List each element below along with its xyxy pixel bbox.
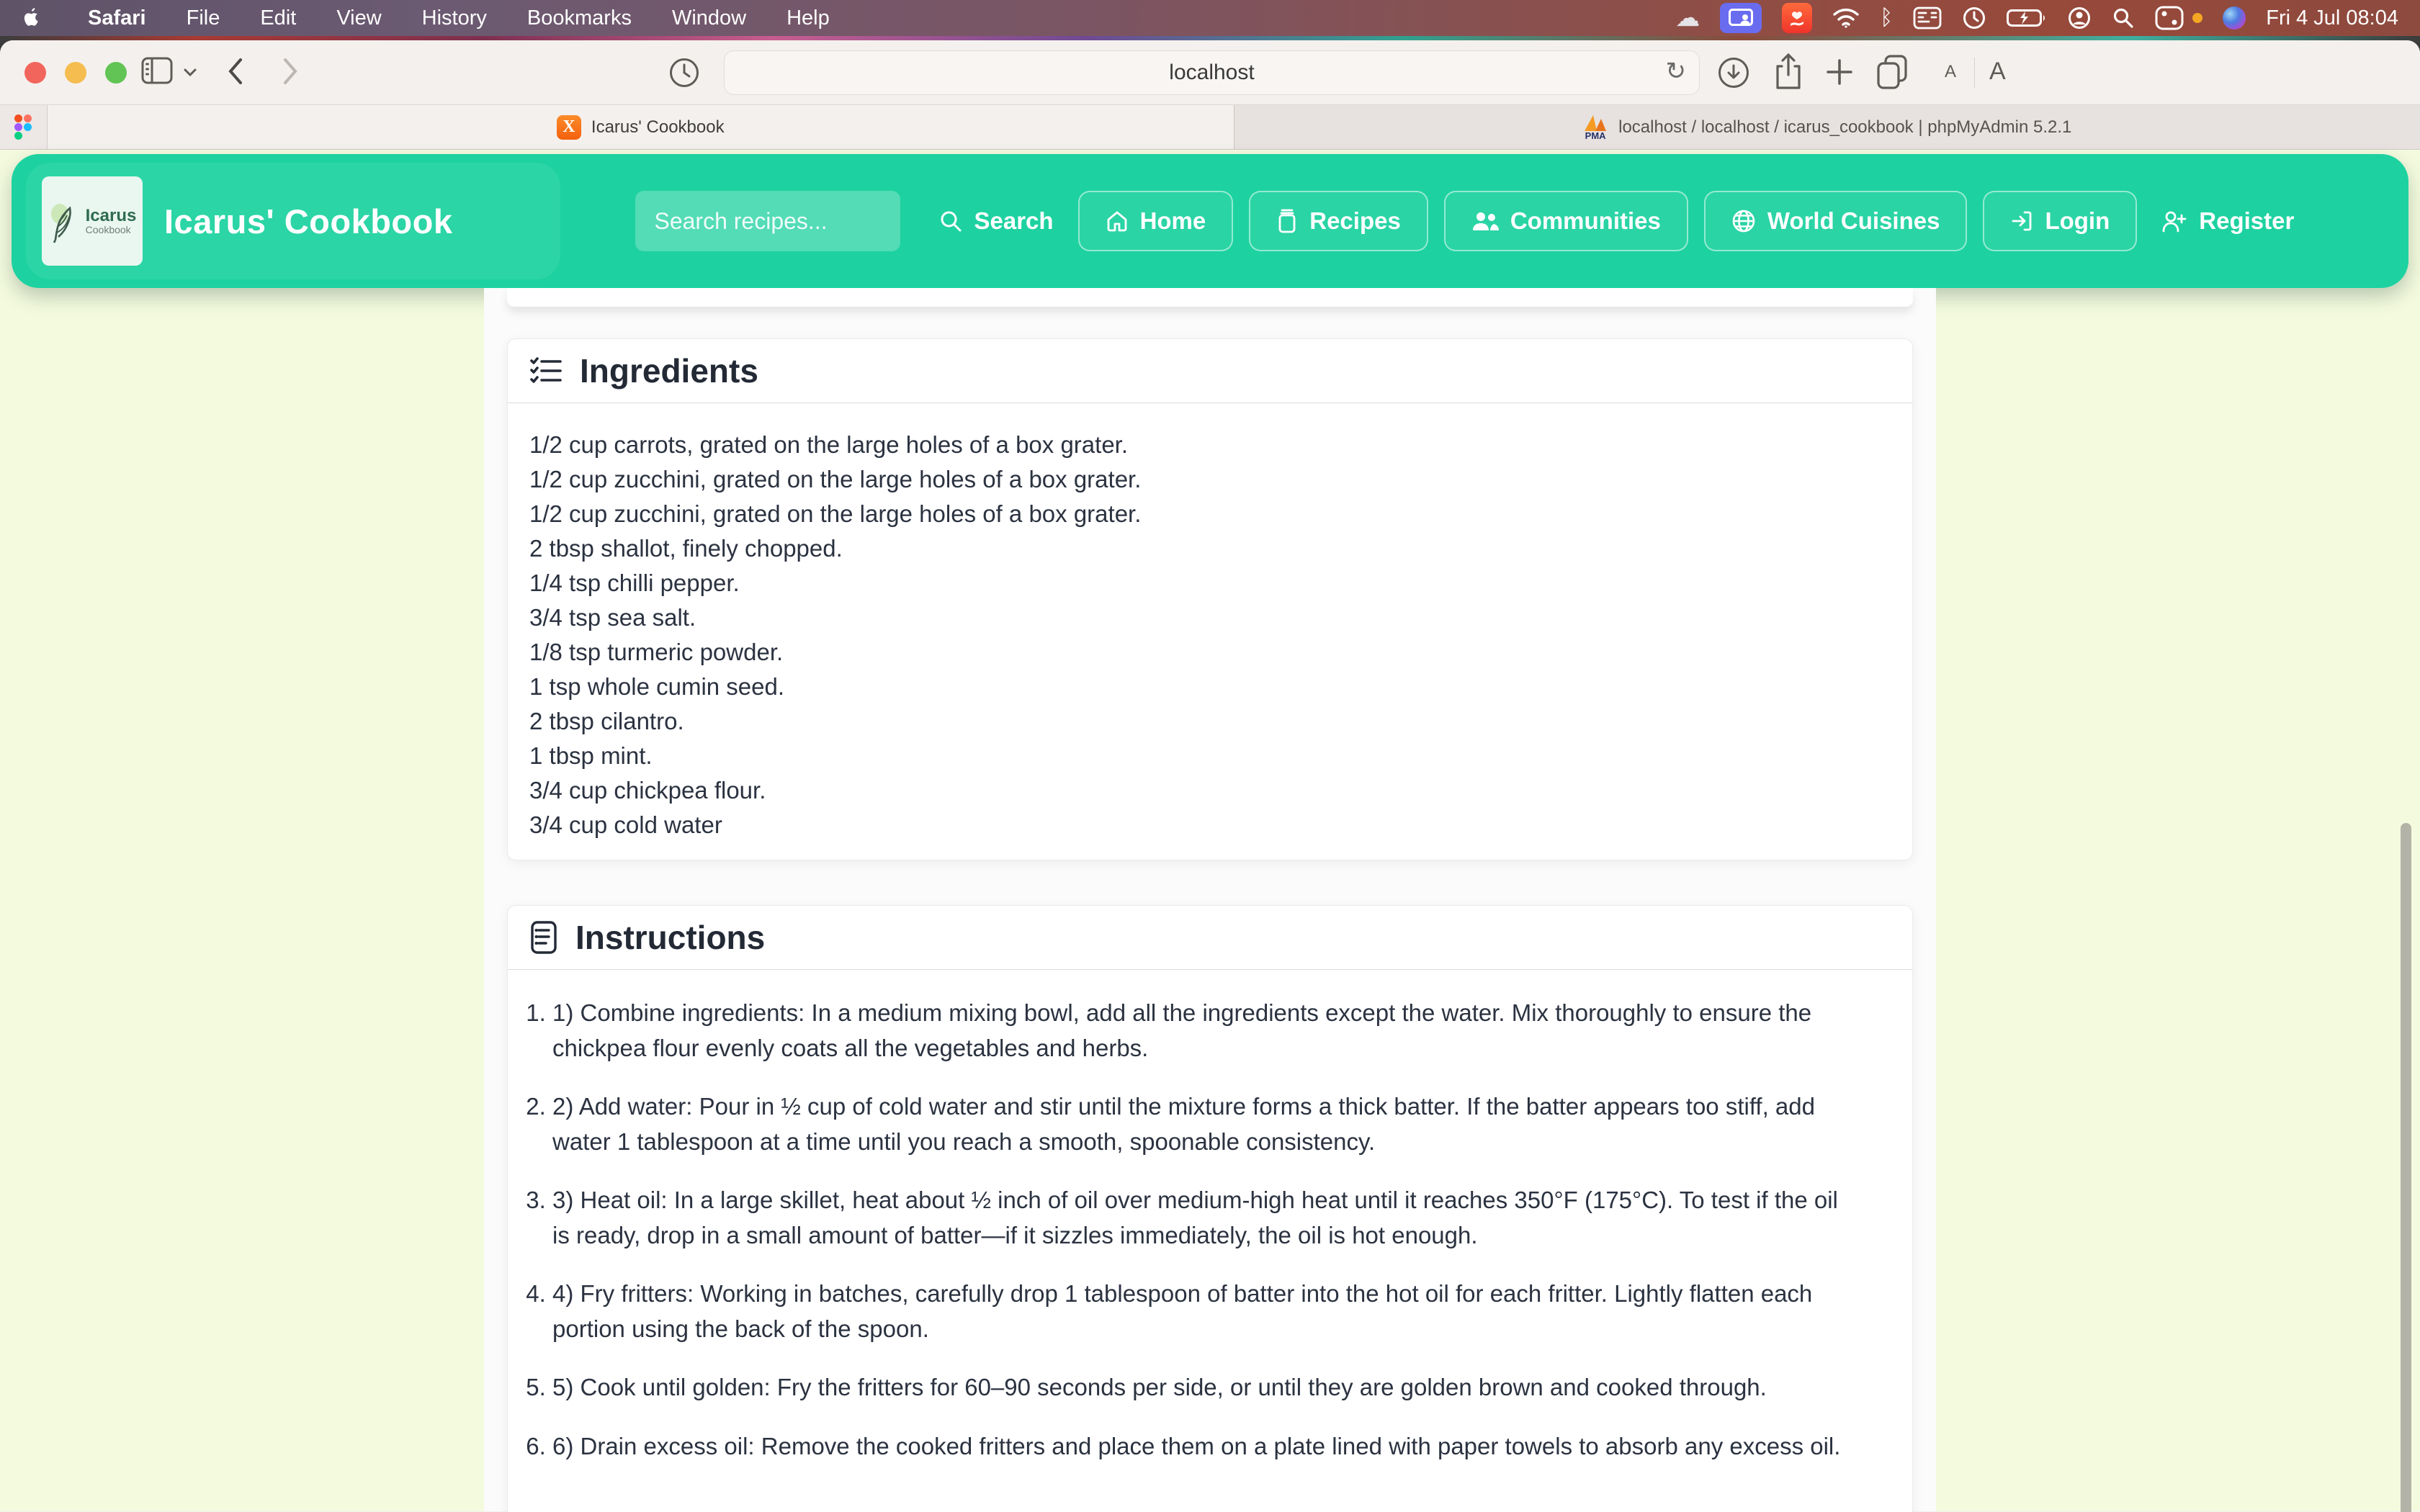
forward-button[interactable] <box>282 58 298 85</box>
card-divider <box>508 969 1912 970</box>
new-tab-plus-icon[interactable] <box>1825 58 1854 86</box>
site-title: Icarus' Cookbook <box>164 202 453 240</box>
ingredient-item: 1 tsp whole cumin seed. <box>529 673 785 700</box>
time-machine-icon[interactable] <box>1962 5 1986 31</box>
toolbar-divider <box>1974 58 1975 88</box>
safari-window <box>0 40 2420 1512</box>
logo-subtitle: Cookbook <box>85 224 131 236</box>
nav-register[interactable]: Register <box>2153 191 2303 251</box>
tab-title: Icarus' Cookbook <box>591 117 725 137</box>
address-bar[interactable] <box>724 50 1700 95</box>
feather-icon <box>48 198 80 244</box>
instruction-step: 6. 6) Drain excess oil: Remove the cooked fritters and place them on a plate lined with paper towels to absorb any excess oil. <box>552 1429 1849 1464</box>
ingredient-item: 3/4 tsp sea salt. <box>529 604 696 631</box>
xampp-favicon: X <box>557 115 581 140</box>
instruction-step: 1. 1) Combine ingredients: In a medium mixing bowl, add all the ingredients except the water. Mix thoroughly to ensure the chickpea flour evenly coats all the vegetables and herbs. <box>552 996 1849 1066</box>
brand-home-link[interactable] <box>26 163 560 279</box>
tab-phpmyadmin[interactable] <box>1234 105 2420 149</box>
ingredients-header <box>508 339 1912 402</box>
site-header <box>12 154 2408 288</box>
ingredient-item: 1/2 cup zucchini, grated on the large holes of a box grater. <box>529 500 1142 527</box>
tab-icarus-cookbook[interactable] <box>48 105 1234 149</box>
instruction-step: 3. 3) Heat oil: In a large skillet, heat about ½ inch of oil over medium-high heat until it reaches 350°F (175°C). To test if the oil is ready, drop in a small amount of batter—if it sizzles immediately, the oil is hot enough. <box>552 1183 1849 1253</box>
user-account-icon[interactable] <box>2067 5 2092 31</box>
back-button[interactable] <box>228 58 243 85</box>
menu-item-bookmarks[interactable]: Bookmarks <box>526 6 632 30</box>
cloud-icon[interactable]: ☁ <box>1675 4 1700 32</box>
instructions-card <box>507 905 1913 1512</box>
downloads-icon[interactable] <box>1717 56 1750 89</box>
search-input[interactable] <box>635 191 900 251</box>
jar-icon <box>1276 209 1298 233</box>
menu-item-safari[interactable]: Safari <box>88 6 146 30</box>
ingredient-item: 2 tbsp shallot, finely chopped. <box>529 535 843 562</box>
handoff-red-app-icon[interactable] <box>1782 3 1812 33</box>
increase-text-size-button[interactable]: A <box>1989 58 2006 85</box>
minimize-window-button[interactable] <box>65 62 86 84</box>
status-orange-dot <box>2192 13 2202 23</box>
content-column <box>484 288 1936 1511</box>
nav-search[interactable]: Search <box>931 191 1062 251</box>
spotlight-icon[interactable] <box>2112 5 2135 31</box>
site-logo <box>42 176 143 266</box>
ingredient-item: 1/2 cup carrots, grated on the large holes of a box grater. <box>529 431 1129 458</box>
instruction-step: 2. 2) Add water: Pour in ½ cup of cold water and stir until the mixture forms a thick batter. If the batter appears too stiff, add water 1 tablespoon at a time until you reach a smooth, spoonable consistency. <box>552 1089 1849 1159</box>
nav-communities[interactable]: Communities <box>1444 191 1688 251</box>
tab-bar <box>0 105 2420 150</box>
nav-home[interactable]: Home <box>1078 191 1234 251</box>
instructions-header <box>508 906 1912 969</box>
ingredients-title: Ingredients <box>580 352 758 390</box>
close-window-button[interactable] <box>24 62 46 84</box>
input-source-icon[interactable] <box>1913 5 1942 31</box>
ingredients-card <box>507 338 1913 860</box>
sidebar-toggle-icon[interactable] <box>141 57 173 84</box>
share-icon[interactable] <box>1773 53 1803 91</box>
people-icon <box>1471 210 1499 232</box>
ingredients-checklist-icon <box>529 355 563 387</box>
ingredients-list <box>508 403 1912 860</box>
menu-item-help[interactable]: Help <box>786 6 830 30</box>
main-nav <box>931 191 2303 251</box>
bluetooth-icon[interactable]: ᛒ <box>1880 6 1894 30</box>
apple-menu-icon[interactable] <box>22 6 43 30</box>
macos-menu-bar <box>0 0 2420 36</box>
menu-item-file[interactable]: File <box>186 6 220 30</box>
history-clock-icon[interactable] <box>668 57 700 89</box>
instructions-list <box>508 996 1912 1464</box>
tab-overview-icon[interactable] <box>1876 53 1913 91</box>
login-icon <box>2010 210 2033 233</box>
reload-icon[interactable]: ↻ <box>1665 58 1686 85</box>
pinned-tab-figma[interactable] <box>0 105 48 149</box>
zoom-window-button[interactable] <box>105 62 127 84</box>
search-icon <box>939 210 962 233</box>
ingredient-item: 2 tbsp cilantro. <box>529 708 684 734</box>
page-scrollbar[interactable] <box>2401 823 2411 1512</box>
tab-title: localhost / localhost / icarus_cookbook | phpMyAdmin 5.2.1 <box>1618 117 2072 137</box>
browser-toolbar <box>0 40 2420 105</box>
decrease-text-size-button[interactable]: A <box>1945 62 1957 81</box>
menu-item-view[interactable]: View <box>336 6 382 30</box>
figma-icon <box>14 114 32 140</box>
ingredient-item: 1/8 tsp turmeric powder. <box>529 639 784 665</box>
ingredient-item: 3/4 cup cold water <box>529 811 722 838</box>
siri-icon[interactable] <box>2223 6 2246 30</box>
ingredient-item: 1/4 tsp chilli pepper. <box>529 570 740 596</box>
instruction-step: 4. 4) Fry fritters: Working in batches, carefully drop 1 tablespoon of batter into the hot oil for each fritter. Lightly flatten each portion using the back of the spoon. <box>552 1277 1849 1346</box>
globe-icon <box>1731 209 1756 233</box>
previous-card-bottom <box>507 288 1913 307</box>
logo-name: Icarus <box>85 206 137 226</box>
address-bar-url: localhost <box>1169 60 1255 84</box>
screen-mirroring-icon[interactable] <box>1720 3 1762 33</box>
phpmyadmin-favicon: PMA <box>1582 114 1608 140</box>
nav-world-cuisines[interactable]: World Cuisines <box>1704 191 1968 251</box>
ingredient-item: 3/4 cup chickpea flour. <box>529 777 766 804</box>
home-icon <box>1106 210 1129 233</box>
nav-recipes[interactable]: Recipes <box>1249 191 1428 251</box>
menu-bar-clock[interactable]: Fri 4 Jul 08:04 <box>2266 6 2398 30</box>
menu-item-history[interactable]: History <box>421 6 487 30</box>
ingredient-item: 1/2 cup zucchini, grated on the large holes of a box grater. <box>529 466 1142 492</box>
control-center-icon[interactable] <box>2155 5 2184 31</box>
sidebar-chevron-down-icon[interactable] <box>183 68 197 78</box>
wifi-icon[interactable] <box>1832 5 1860 31</box>
instructions-clipboard-icon <box>529 920 558 955</box>
menu-item-window[interactable]: Window <box>671 6 747 30</box>
nav-login[interactable]: Login <box>1983 191 2137 251</box>
web-page <box>0 150 2420 1511</box>
instructions-title: Instructions <box>575 919 766 956</box>
battery-icon[interactable] <box>2007 5 2047 31</box>
instruction-step: 5. 5) Cook until golden: Fry the fritters for 60–90 seconds per side, or until they are golden brown and cooked through. <box>552 1370 1849 1405</box>
menu-item-edit[interactable]: Edit <box>260 6 297 30</box>
register-icon <box>2161 210 2187 233</box>
ingredient-item: 1 tbsp mint. <box>529 742 653 769</box>
